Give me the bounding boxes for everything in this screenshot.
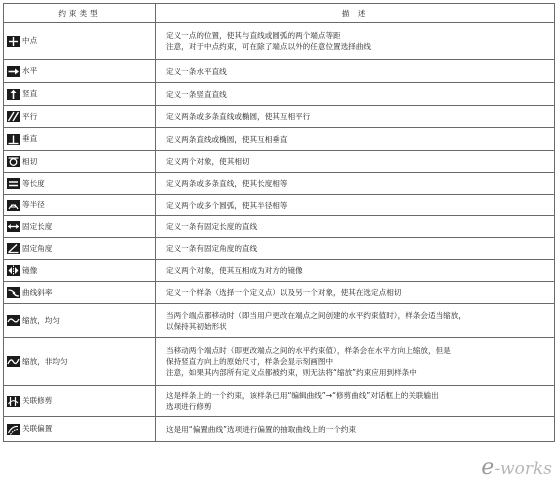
header-constraint-type: 约束类型 [4,4,156,23]
constraint-name: 垂直 [22,134,38,144]
description-cell [156,173,555,195]
non-uniform-scale-icon [7,356,20,367]
description-cell [156,282,555,304]
constraint-name: 缩放，均匀 [22,315,60,325]
description-cell [156,238,555,260]
description-line: 这是样条上的一个约束，该样条已用“编辑曲线”→“修剪曲线”对话框上的关联输出 [166,391,439,400]
constraint-type-cell [4,304,156,338]
table-row [4,260,555,282]
constraint-name: 等半径 [22,200,45,210]
table-header-row [4,4,555,23]
constraint-type-cell [4,282,156,304]
constraint-type-cell [4,83,156,106]
table-row [4,238,555,260]
table-row [4,23,555,60]
constraint-type-cell [4,417,156,442]
constraint-table [3,3,555,442]
constraint-type-cell [4,195,156,216]
equal-radius-icon [7,200,20,211]
description-line: 定义两个对象，使其相切 [166,157,250,166]
constraint-type-cell [4,151,156,173]
slope-of-curve-icon [7,287,20,298]
description-line: 当两个端点都移动时（即当用户更改在端点之间创建的水平约束值时），样条会适当缩放， [166,310,466,320]
description-cell [156,216,555,238]
table-row [4,282,555,304]
uniform-scale-icon [7,315,20,326]
description-line: 定义一点的位置，使其与直线或圆弧的两个端点等距 [166,31,341,40]
description-line: 保持竖直方向上的原始尺寸，样条会显示刻画图中 [166,357,334,366]
table-row [4,173,555,195]
midpoint-icon [7,36,20,47]
description-line: 定义两条直线或椭圆，使其互相垂直 [166,134,288,144]
description-cell [156,60,555,83]
constraint-name: 平行 [22,111,38,121]
mirror-icon [7,265,20,276]
description-line: 定义两条或多条直线，使其长度相等 [166,179,288,188]
constraint-name: 中点 [22,36,38,46]
description-cell [156,128,555,151]
associative-trim-icon [7,396,20,407]
description-line: 定义一条竖直直线 [166,89,227,99]
description-line: 当移动两个端点时（即更改端点之间的水平约束值），样条会在水平方向上缩放，但是 [166,346,451,355]
table-row [4,417,555,442]
tangent-icon [7,156,20,167]
constraint-type-cell [4,338,156,386]
constraint-type-cell [4,60,156,83]
description-line: 注意，如果其内部所有定义点都被约束，则无法将“缩放”约束应用到样条中 [166,368,417,377]
parallel-icon [7,111,20,122]
table-row [4,386,555,417]
description-cell [156,338,555,386]
table-row [4,106,555,128]
description-line: 定义一条水平直线 [166,66,227,76]
description-line: 定义一条有固定长度的直线 [166,222,258,231]
constraint-name: 关联修剪 [22,396,53,406]
description-cell [156,106,555,128]
constraint-type-cell [4,238,156,260]
constraint-type-cell [4,260,156,282]
constraint-name: 缩放，非均匀 [22,356,68,366]
description-line: 定义两条或多条直线或椭圆，使其互相平行 [166,112,311,121]
constraint-name: 竖直 [22,89,38,99]
table-row [4,195,555,216]
associative-offset-icon [7,424,20,435]
constraint-name: 等长度 [22,178,45,188]
constraint-type-cell [4,173,156,195]
constraint-type-cell [4,106,156,128]
description-line: 选项进行修剪 [166,402,212,411]
vertical-arrow-icon [7,89,20,100]
table-row [4,216,555,238]
equal-length-icon [7,178,20,189]
constraint-type-cell [4,216,156,238]
table-row [4,60,555,83]
constraint-name: 曲线斜率 [22,287,53,297]
description-line: 定义一个样条（选择一个定义点）以及另一个对象，使其在选定点相切 [166,288,402,297]
constraint-type-cell [4,386,156,417]
table-row [4,128,555,151]
constraint-name: 关联偏置 [22,424,53,434]
constraint-name: 固定角度 [22,243,53,253]
description-line: 以保持其初始形状 [166,321,227,331]
description-cell [156,23,555,60]
description-cell [156,195,555,216]
constraint-name: 相切 [22,156,38,166]
horizontal-arrow-icon [7,66,20,77]
description-cell [156,151,555,173]
description-cell [156,260,555,282]
description-line: 定义一条有固定角度的直线 [166,244,258,253]
constraint-name: 水平 [22,66,38,76]
perpendicular-icon [7,134,20,145]
description-cell [156,386,555,417]
fixed-length-icon [7,221,20,232]
description-cell [156,304,555,338]
description-cell [156,417,555,442]
description-line: 这是用“偏置曲线”选项进行偏置的抽取曲线上的一个约束 [166,424,357,434]
e-works-watermark: e-works [481,455,552,480]
description-cell [156,83,555,106]
table-row [4,338,555,386]
constraint-type-cell [4,128,156,151]
constraint-name: 镜像 [22,265,38,275]
fixed-angle-icon [7,243,20,254]
constraint-type-cell [4,23,156,60]
table-row [4,304,555,338]
constraint-name: 固定长度 [22,221,53,231]
description-line: 定义两个或多个圆弧，使其半径相等 [166,200,288,210]
table-row [4,151,555,173]
header-description: 描 述 [156,4,555,23]
table-row [4,83,555,106]
description-line: 注意，对于中点约束，可在除了端点以外的任意位置选择曲线 [166,42,372,51]
description-line: 定义两个对象，使其互相成为对方的镜像 [166,266,303,275]
